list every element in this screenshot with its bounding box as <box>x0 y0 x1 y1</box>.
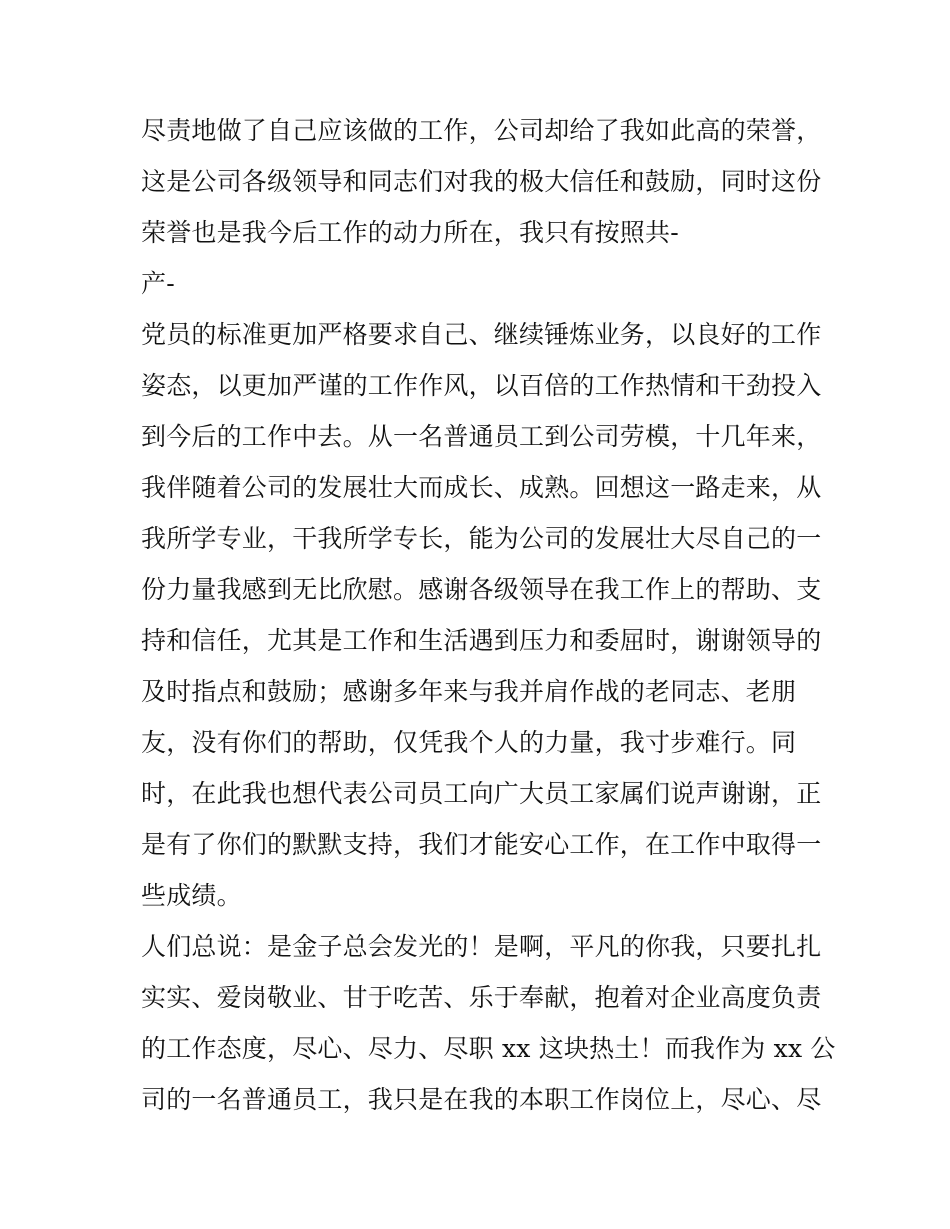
text-line: 及时指点和鼓励；感谢多年来与我并肩作战的老同志、老朋 <box>141 677 797 706</box>
text-line: 实实、爱岗敬业、甘于吃苦、乐于奉献，抱着对企业高度负责 <box>141 983 822 1012</box>
text-line: 荣誉也是我今后工作的动力所在，我只有按照共- <box>141 218 679 247</box>
text-line: 的工作态度，尽心、尽力、尽职 xx 这块热土！而我作为 xx 公 <box>141 1034 836 1063</box>
text-line: 持和信任，尤其是工作和生活遇到压力和委屈时，谢谢领导的 <box>141 626 822 655</box>
text-line: 友，没有你们的帮助，仅凭我个人的力量，我寸步难行。同 <box>141 728 797 757</box>
text-line: 党员的标准更加严格要求自己、继续锤炼业务，以良好的工作 <box>141 320 822 349</box>
text-line: 时，在此我也想代表公司员工向广大员工家属们说声谢谢，正 <box>141 779 822 808</box>
text-line: 人们总说：是金子总会发光的！是啊，平凡的你我，只要扎扎 <box>141 932 822 961</box>
text-line: 到今后的工作中去。从一名普通员工到公司劳模，十几年来， <box>141 422 822 451</box>
text-line: 我伴随着公司的发展壮大而成长、成熟。回想这一路走来，从 <box>141 473 822 502</box>
text-line: 司的一名普通员工，我只是在我的本职工作岗位上，尽心、尽 <box>141 1085 822 1114</box>
text-line: 产- <box>141 269 175 298</box>
text-line: 尽责地做了自己应该做的工作，公司却给了我如此高的荣誉， <box>141 116 822 145</box>
text-line: 我所学专业，干我所学专长，能为公司的发展壮大尽自己的一 <box>141 524 822 553</box>
text-line: 是有了你们的默默支持，我们才能安心工作，在工作中取得一 <box>141 830 822 859</box>
body-text <box>141 105 836 1125</box>
text-line: 些成绩。 <box>141 881 242 910</box>
text-line: 份力量我感到无比欣慰。感谢各级领导在我工作上的帮助、支 <box>141 575 822 604</box>
text-line: 这是公司各级领导和同志们对我的极大信任和鼓励，同时这份 <box>141 167 822 196</box>
text-line: 姿态，以更加严谨的工作作风，以百倍的工作热情和干劲投入 <box>141 371 822 400</box>
